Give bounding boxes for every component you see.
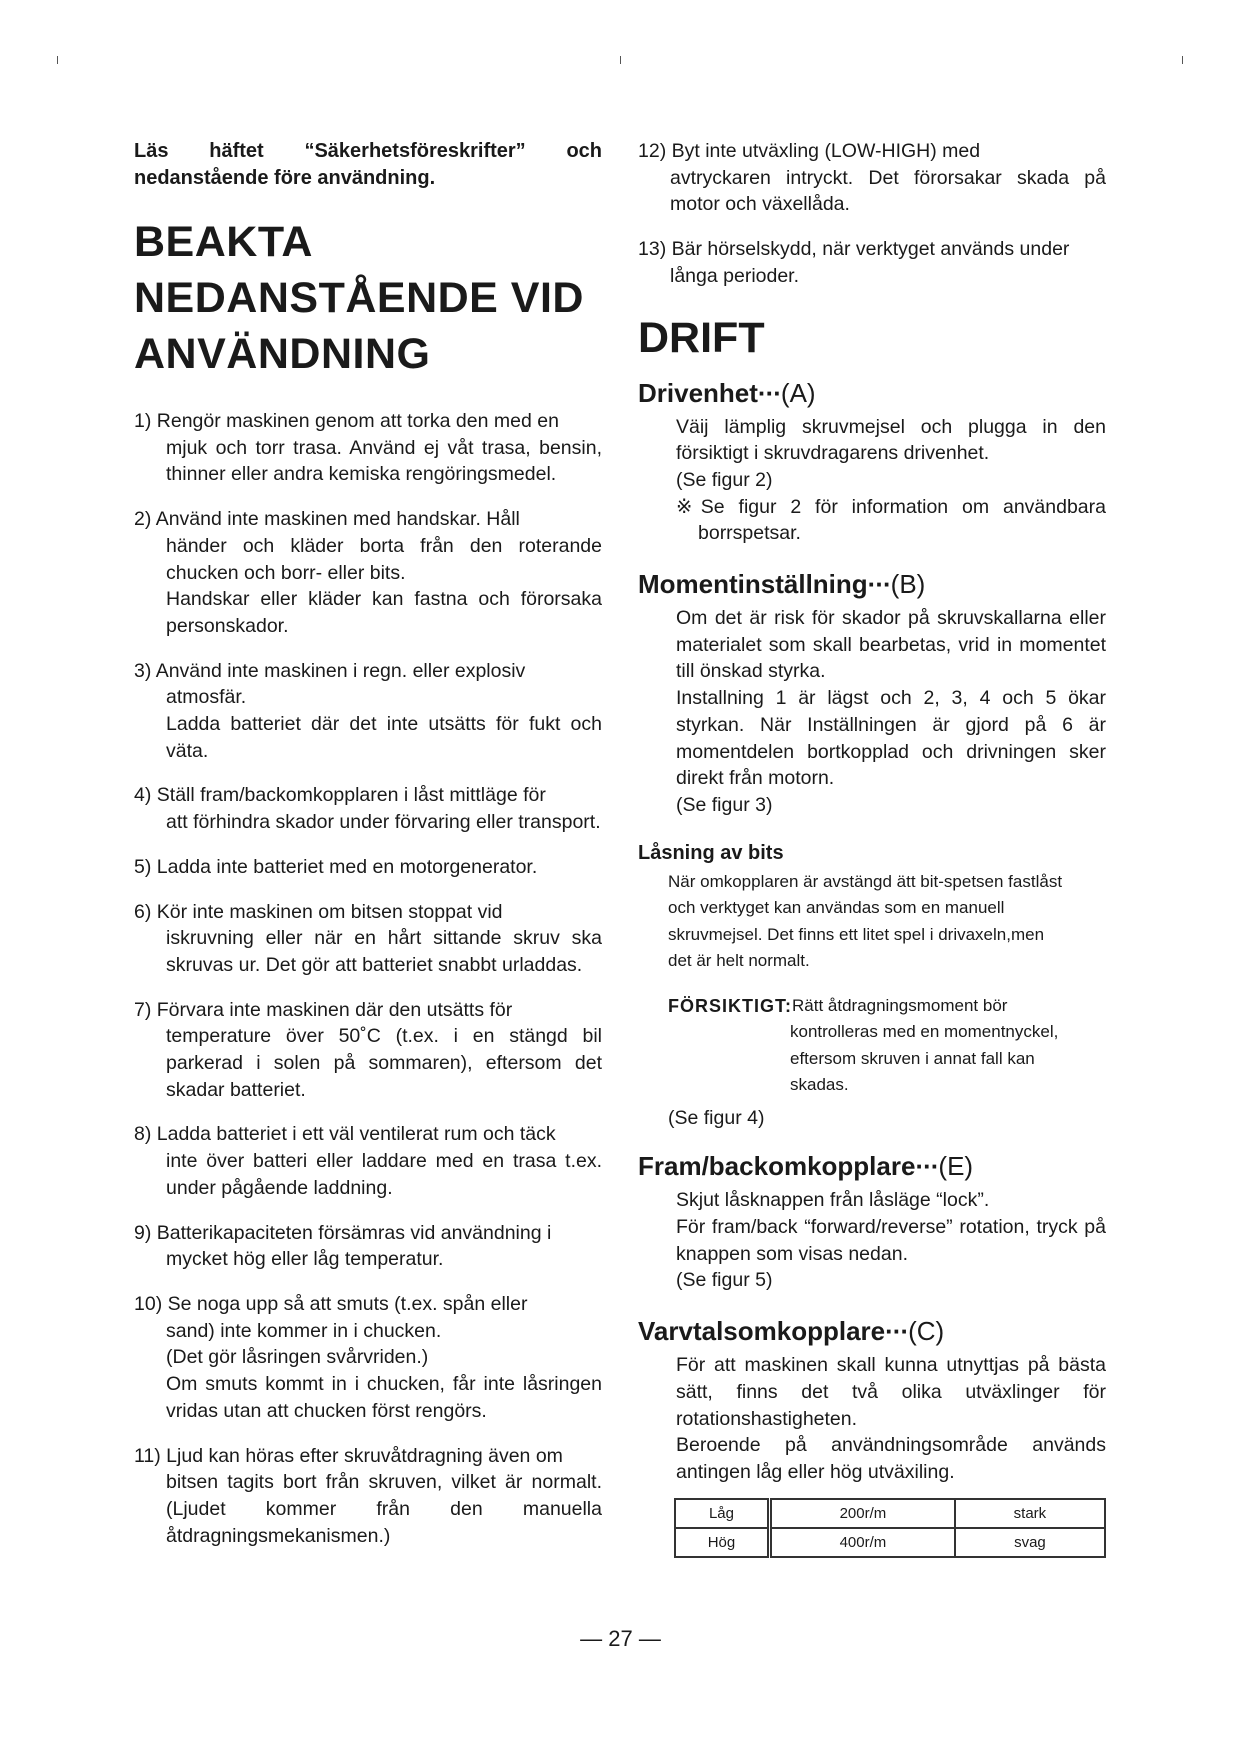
heading-text: Fram/backomkopplare	[638, 1151, 916, 1182]
list-item	[134, 1443, 602, 1550]
body-text: När omkopplaren är avstängd ätt bit-spetsen fastlåst	[668, 871, 1063, 891]
item-number: 1)	[134, 410, 152, 432]
list-item	[638, 138, 1106, 218]
item-number: 11)	[134, 1444, 161, 1467]
main-title	[134, 214, 602, 382]
list-item	[134, 854, 602, 881]
list-item	[134, 1121, 602, 1201]
body-text: Skjut låsknappen från låsläge “lock”.	[676, 1189, 990, 1212]
intro-text: Läs häftet “Säkerhetsföreskrifter” och nedanstående före användning.	[134, 140, 602, 189]
precaution-list	[134, 408, 602, 1549]
item-text: Byt inte utväxling (LOW-HIGH) med	[671, 140, 981, 162]
item-number: 12)	[638, 140, 667, 162]
item-number: 7)	[134, 998, 152, 1021]
item-text: Ställ fram/backomkopplaren i låst mittläge för	[156, 784, 546, 807]
item-number: 5)	[134, 855, 152, 878]
heading-dots: ···	[915, 1151, 939, 1182]
item-number: 4)	[134, 784, 152, 807]
table-cell: svag	[955, 1528, 1105, 1557]
item-text: att förhindra skador under förvaring eller transport.	[166, 811, 601, 834]
item-number: 8)	[134, 1123, 152, 1146]
caution-figure-ref: (Se figur 4)	[668, 1106, 765, 1129]
table-cell: Låg	[675, 1499, 769, 1528]
item-text: mjuk och torr trasa. Använd ej våt trasa, bensin, thinner eller andra kemiska rengöringsmedel.	[166, 436, 602, 486]
body-text: och verktyget kan användas som en manuell	[668, 898, 1005, 918]
item-text: Ladda batteriet där det inte utsätts för fukt och väta.	[166, 713, 602, 762]
item-text: sand) inte kommer in i chucken.	[166, 1319, 442, 1342]
heading-code: (A)	[780, 377, 816, 408]
list-item	[134, 782, 602, 835]
body-text: Om det är risk för skador på skruvskallarna eller materialet som skall bearbetas, vrid in momentet till önskad styrka.	[676, 607, 1106, 683]
speed-table	[674, 1498, 1106, 1558]
body-text: (Se figur 3)	[676, 793, 773, 816]
item-text: långa perioder.	[670, 264, 800, 287]
list-item	[134, 408, 602, 488]
caution-text: eftersom skruven i annat fall kan	[790, 1048, 1035, 1068]
item-text: Se noga upp så att smuts (t.ex. spån eller	[167, 1292, 528, 1315]
item-text: Ladda inte batteriet med en motorgenerator.	[156, 855, 538, 878]
heading-code: (C)	[908, 1316, 945, 1347]
body-text: skruvmejsel. Det finns ett litet spel i drivaxeln,men	[668, 924, 1045, 944]
item-text: Rengör maskinen genom att torka den med en	[156, 410, 559, 432]
section-body-drivenhet	[638, 414, 1106, 548]
caution-text: skadas.	[790, 1075, 849, 1095]
section-body-moment	[638, 605, 1106, 819]
list-item	[134, 899, 602, 979]
item-text: Ljud kan höras efter skruvåtdragning även om	[166, 1444, 563, 1467]
list-item	[638, 236, 1106, 289]
heading-dots: ···	[867, 569, 891, 600]
item-text: Förvara inte maskinen där den utsätts för	[156, 998, 513, 1021]
list-item	[134, 1291, 602, 1425]
main-title-line: ANVÄNDNING	[134, 330, 431, 378]
item-number: 10)	[134, 1292, 163, 1315]
item-text: Ladda batteriet i ett väl ventilerat rum och täck	[156, 1123, 556, 1146]
section-body-lasning	[638, 869, 1106, 975]
crop-mark	[620, 56, 621, 64]
item-text: atmosfär.	[166, 686, 247, 709]
item-text: Om smuts kommt in i chucken, får inte låsringen vridas utan att chucken först rengörs.	[166, 1373, 602, 1422]
drift-title: DRIFT	[638, 313, 765, 362]
item-text: händer och kläder borta från den roterande chucken och borr- eller bits.	[166, 534, 602, 584]
heading-dots: ···	[885, 1316, 909, 1347]
body-text: Väij lämplig skruvmejsel och plugga in den försiktigt i skruvdragarens drivenhet.	[676, 415, 1106, 465]
heading-code: (B)	[890, 569, 926, 600]
main-title-line: NEDANSTÅENDE VID	[134, 274, 584, 322]
heading-text: Varvtalsomkopplare	[638, 1316, 886, 1347]
heading-dots: ···	[757, 377, 781, 408]
body-text: (Se figur 5)	[676, 1269, 773, 1292]
section-body-varvtal	[638, 1352, 1106, 1486]
list-item	[134, 658, 602, 765]
caution-text: kontrolleras med en momentnyckel,	[790, 1022, 1059, 1042]
item-text: avtryckaren intryckt. Det förorsakar skada på motor och växellåda.	[670, 166, 1106, 216]
body-text: det är helt normalt.	[668, 951, 810, 971]
item-text: Kör inte maskinen om bitsen stoppat vid	[156, 900, 503, 923]
item-text: inte över batteri eller laddare med en trasa t.ex. under pågående laddning.	[166, 1150, 602, 1199]
left-column	[134, 138, 602, 1567]
note-text: ※Se figur 2 för information om användbara borrspetsar.	[676, 495, 1106, 545]
section-heading-varvtal	[638, 1314, 1106, 1348]
section-heading-fram	[638, 1149, 1106, 1183]
main-title-line: BEAKTA	[134, 218, 313, 266]
item-number: 6)	[134, 900, 152, 923]
item-text: Handskar eller kläder kan fastna och förorsaka personskador.	[166, 588, 602, 637]
item-text: Använd inte maskinen i regn. eller explosiv	[155, 659, 526, 682]
item-number: 2)	[134, 508, 152, 531]
subheading-lasning: Låsning av bits	[638, 841, 784, 864]
body-text: Installning 1 är lägst och 2, 3, 4 och 5 ökar styrkan. När Inställningen är gjord på 6 är momentdelen bortkopplad och drivningen sker direkt från motorn.	[676, 687, 1106, 790]
body-text: För att maskinen skall kunna utnyttjas på bästa sätt, finns det två olika utväxlinger för rotationshastigheten.	[676, 1354, 1106, 1430]
list-item	[134, 997, 602, 1104]
table-cell: stark	[955, 1499, 1105, 1528]
item-text: iskruvning eller när en hårt sittande skruv ska skruvas ur. Det gör att batteriet snabbt urladdas.	[166, 927, 602, 976]
item-number: 13)	[638, 238, 667, 261]
table-cell: 400r/m	[769, 1528, 954, 1557]
section-body-fram	[638, 1187, 1106, 1294]
item-text: Använd inte maskinen med handskar. Håll	[155, 508, 520, 531]
body-text: För fram/back “forward/reverse” rotation, tryck på knappen som visas nedan.	[676, 1216, 1106, 1265]
item-number: 3)	[134, 659, 152, 682]
table-cell: 200r/m	[769, 1499, 954, 1528]
section-heading-drivenhet	[638, 376, 1106, 410]
crop-mark	[1182, 56, 1183, 64]
item-text: temperature över 50˚C (t.ex. i en stängd bil parkerad i solen på sommaren), eftersom det skadar batteriet.	[166, 1025, 602, 1101]
section-heading-moment	[638, 567, 1106, 601]
item-text: Batterikapaciteten försämras vid användning i	[156, 1221, 552, 1244]
precaution-list-continued	[638, 138, 1106, 290]
heading-code: (E)	[938, 1151, 974, 1182]
body-text: (Se figur 2)	[676, 468, 773, 491]
caution-text: Rätt åtdragningsmoment bör	[792, 995, 1008, 1015]
list-item	[134, 1220, 602, 1273]
table-row	[675, 1528, 1105, 1557]
item-text: Bär hörselskydd, när verktyget används under	[671, 238, 1070, 261]
item-text: mycket hög eller låg temperatur.	[166, 1248, 444, 1271]
caution-label: FÖRSIKTIGT:	[668, 995, 792, 1016]
heading-text: Momentinställning	[638, 569, 868, 600]
table-row	[675, 1499, 1105, 1528]
table-cell: Hög	[675, 1528, 769, 1557]
item-number: 9)	[134, 1221, 152, 1244]
list-item	[134, 506, 602, 640]
crop-mark	[57, 56, 58, 64]
caution-block	[638, 993, 1106, 1099]
item-text: bitsen tagits bort från skruven, vilket är normalt. (Ljudet kommer från den manuella åtdragningsmekanismen.)	[166, 1471, 602, 1547]
body-text: Beroende på användningsområde används antingen låg eller hög utväxiling.	[676, 1434, 1106, 1483]
heading-text: Drivenhet	[638, 377, 758, 408]
page-number: — 27 —	[580, 1626, 661, 1651]
item-text: (Det gör låsringen svårvriden.)	[166, 1346, 429, 1369]
right-column	[638, 138, 1106, 1558]
